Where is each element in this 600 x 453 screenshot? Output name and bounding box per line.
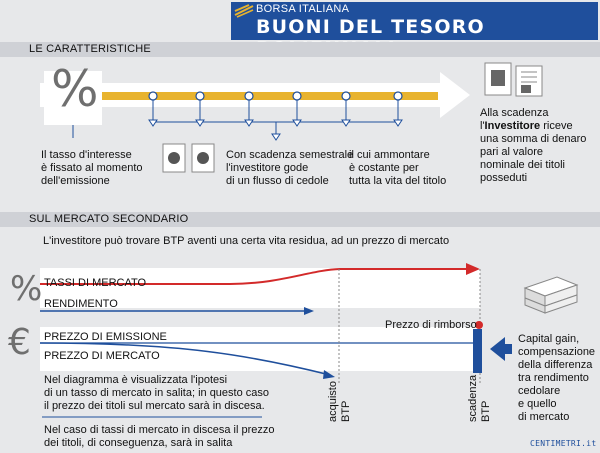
coupon-icon xyxy=(163,144,214,172)
prezzo-emissione-label: PREZZO DI EMISSIONE xyxy=(44,331,167,343)
rendimento-label: RENDIMENTO xyxy=(44,298,118,310)
capital-gain-arrow xyxy=(490,337,512,361)
euro-icon: € xyxy=(8,322,31,363)
watermark: CENTIMETRI.it xyxy=(530,439,597,448)
acquisto-label: acquisto BTP xyxy=(327,381,352,422)
note-coupon: Con scadenza semestrale l'investitore gode di un flusso di cedole xyxy=(226,149,354,187)
bond-certificate-icon xyxy=(485,63,542,96)
rimborso-label: Prezzo di rimborso xyxy=(385,319,477,331)
scadenza-label: scadenza BTP xyxy=(467,374,492,422)
note-discesa: Nel caso di tassi di mercato in discesa il prezzo dei titoli, di conseguenza, sarà in salita xyxy=(44,424,275,449)
page-title: BUONI DEL TESORO xyxy=(256,16,485,38)
mercato-intro: L'investitore può trovare BTP aventi una certa vita residua, ad un prezzo di mercato xyxy=(43,235,450,247)
brand-name: BORSA ITALIANA xyxy=(256,3,350,15)
section-title-mercato: SUL MERCATO SECONDARIO xyxy=(29,213,189,225)
section-title-caratteristiche: LE CARATTERISTICHE xyxy=(29,43,151,55)
percent-symbol: % xyxy=(51,60,99,118)
borsa-logo-icon xyxy=(233,3,255,19)
note-maturity: Alla scadenza l'Investitore riceve una somma di denaro pari al valore nominale dei titoli posseduti xyxy=(480,107,587,184)
note-salita: Nel diagramma è visualizzata l'ipotesi di un tasso di mercato in salita; in questo caso il prezzo dei titoli sul mercato sarà in discesa. xyxy=(44,374,270,412)
prezzo-mercato-label: PREZZO DI MERCATO xyxy=(44,350,160,362)
tassi-label: TASSI DI MERCATO xyxy=(44,277,147,289)
money-stack-icon xyxy=(525,277,577,313)
capital-gain-note: Capital gain, compensazione della differenza tra rendimento cedolare e quello di mercato xyxy=(518,333,596,423)
percent-icon: % xyxy=(10,269,43,309)
note-constant: il cui ammontare è costante per tutta la vita del titolo xyxy=(349,149,447,187)
note-interest: Il tasso d'interesse è fissato al momento dell'emissione xyxy=(41,149,143,187)
